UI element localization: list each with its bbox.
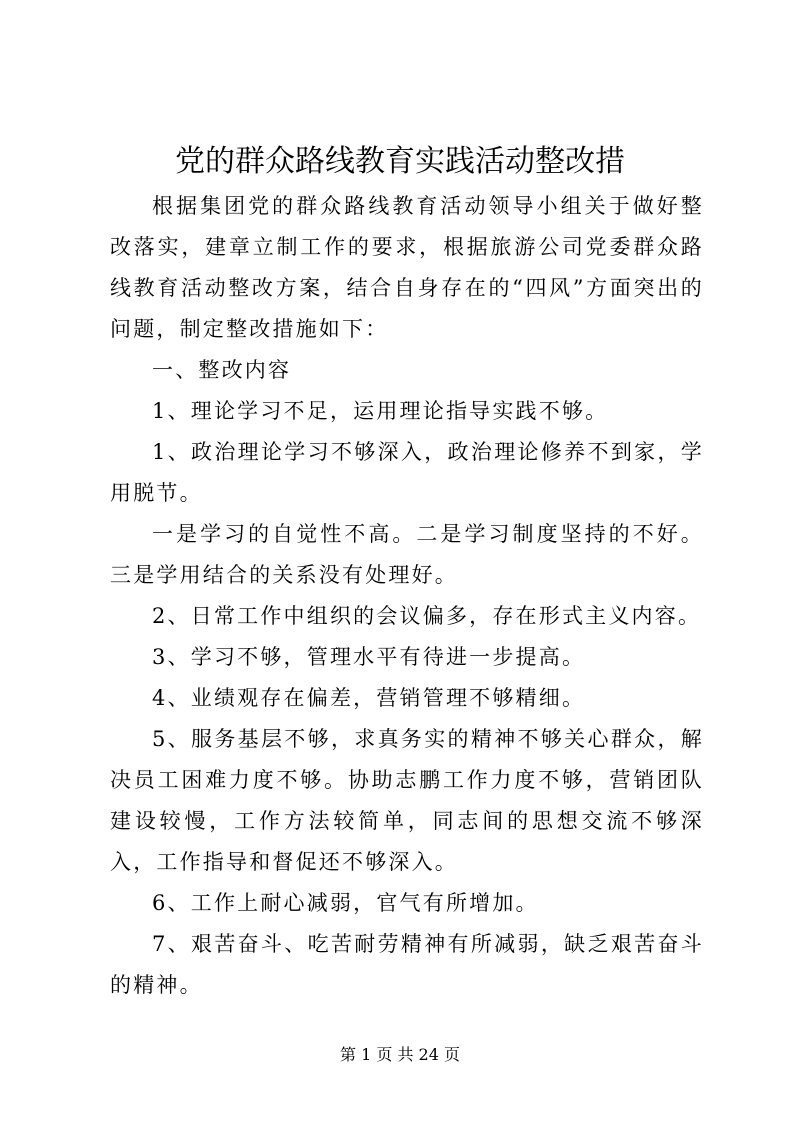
section-heading-rectification: 一、整改内容 [152, 358, 292, 382]
document-title: 党的群众路线教育实践活动整改措 [175, 144, 625, 179]
paragraph-item-1-politics: 1、政治理论学习不够深入，政治理论修养不到家，学用脱节。 [110, 440, 704, 505]
paragraph-item-5-service: 5、服务基层不够，求真务实的精神不够关心群众，解决员工困难力度不够。协助志鹏工作力度不够，营销团队建设较慢，工作方法较简单，同志间的思想交流不够深入，工作指导和督促还不够深入。 [110, 727, 704, 874]
paragraph-item-3-management: 3、学习不够，管理水平有待进一步提高。 [152, 645, 586, 669]
paragraph-item-7-hardwork: 7、艰苦奋斗、吃苦耐劳精神有所减弱，缺乏艰苦奋斗的精神。 [110, 932, 704, 997]
page-number-footer: 第 1 页 共 24 页 [340, 1045, 460, 1064]
paragraph-item-1-theory: 1、理论学习不足，运用理论指导实践不够。 [152, 399, 609, 423]
paragraph-study-issues: 一是学习的自觉性不高。二是学习制度坚持的不好。三是学用结合的关系没有处理好。 [110, 522, 704, 587]
paragraph-item-2-meetings: 2、日常工作中组织的会议偏多，存在形式主义内容。 [152, 604, 702, 628]
paragraph-item-4-performance: 4、业绩观存在偏差，营销管理不够精细。 [152, 686, 586, 710]
document-body [110, 186, 704, 1006]
paragraph-item-6-patience: 6、工作上耐心减弱，官气有所增加。 [152, 891, 539, 915]
paragraph-intro: 根据集团党的群众路线教育活动领导小组关于做好整改落实，建章立制工作的要求，根据旅游公司党委群众路线教育活动整改方案，结合自身存在的“四风”方面突出的问题，制定整改措施如下： [110, 194, 704, 341]
